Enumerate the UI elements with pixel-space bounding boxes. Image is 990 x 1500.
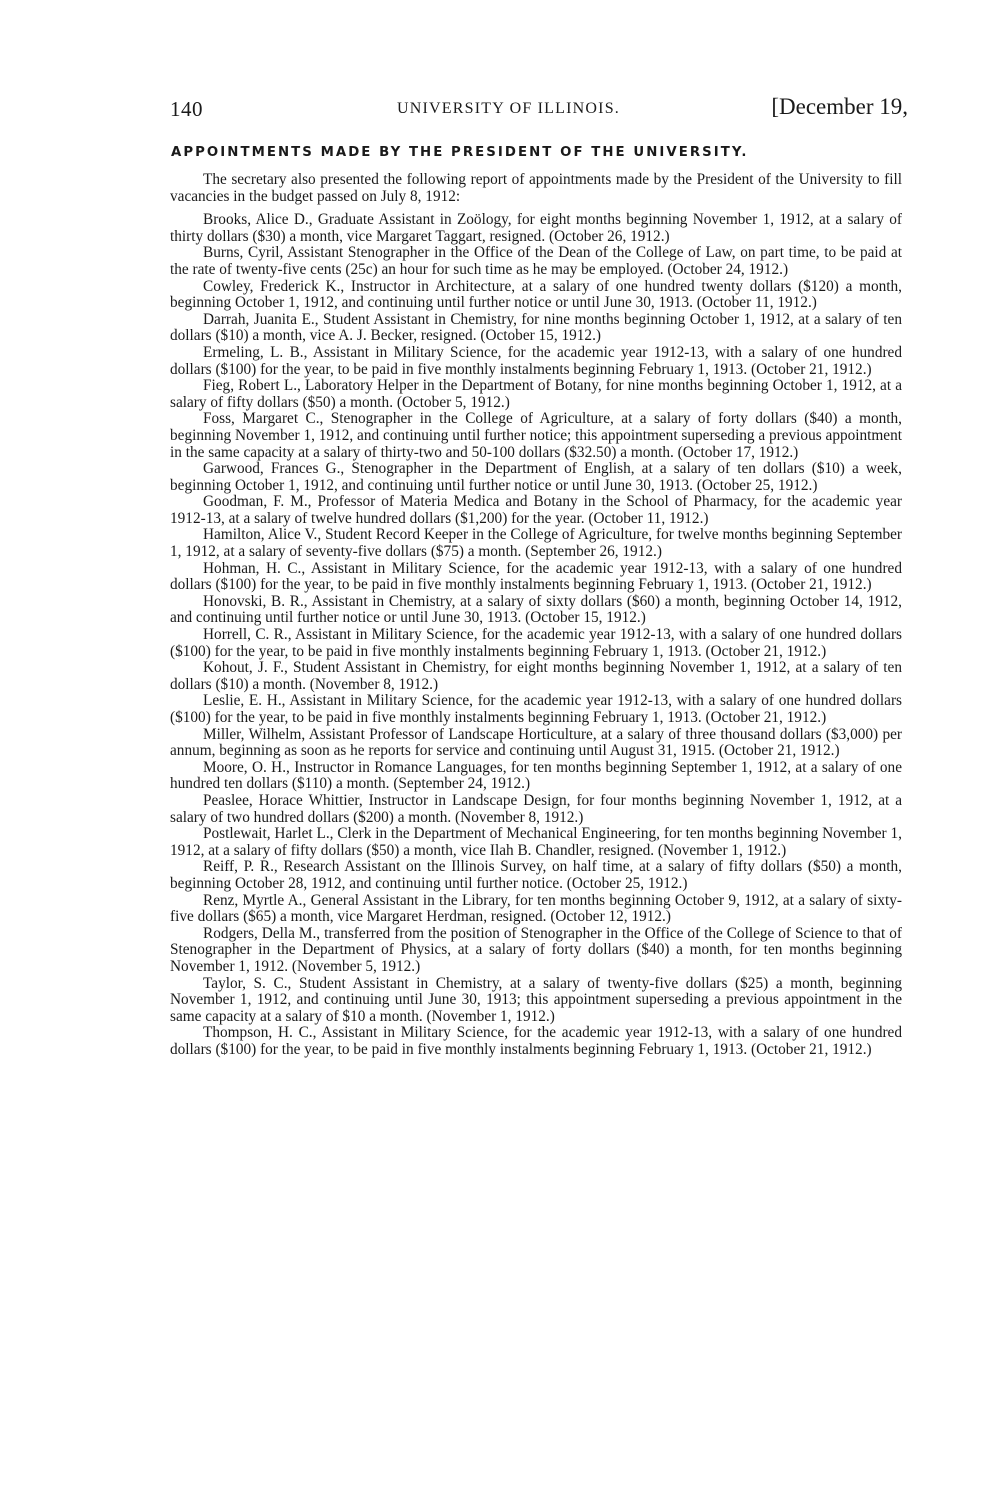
appointment-entry: Moore, O. H., Instructor in Romance Languages, for ten months beginning September 1, 1912, at a salary of one hundred ten dollars ($110) a month. (September 24, 1912.) xyxy=(170,758,902,793)
appointment-entry: Burns, Cyril, Assistant Stenographer in the Office of the Dean of the College of Law, on part time, to be paid at the rate of twenty-five cents (25c) an hour for such time as he may be employed. (October 24, 1912.) xyxy=(170,244,902,278)
appointment-entry: Fieg, Robert L., Laboratory Helper in the Department of Botany, for nine months beginning October 1, 1912, at a salary of fifty dollars ($50) a month. (October 5, 1912.) xyxy=(170,377,902,411)
appointment-entry: Brooks, Alice D., Graduate Assistant in Zoölogy, for eight months beginning November 1, 1912, at a salary of thirty dollars ($30) a month, vice Margaret Taggart, resigned. (October 26, 1912.) xyxy=(170,211,902,245)
appointment-entry: Leslie, E. H., Assistant in Military Science, for the academic year 1912-13, with a salary of one hundred dollars ($100) for the year, to be paid in five monthly instalments beginning February 1, 1913. (October 21, 1912.) xyxy=(170,692,902,726)
appointment-entry: Hohman, H. C., Assistant in Military Science, for the academic year 1912-13, with a salary of one hundred dollars ($100) for the year, to be paid in five monthly instalments beginning February 1, 1913. (October 21, 1912.) xyxy=(170,559,902,594)
appointment-entry: Renz, Myrtle A., General Assistant in the Library, for ten months beginning October 9, 1912, at a salary of sixty-five dollars ($65) a month, vice Margaret Herdman, resigned. (October 12, 1912.) xyxy=(170,891,902,926)
appointment-entry: Darrah, Juanita E., Student Assistant in Chemistry, for nine months beginning October 1, 1912, at a salary of ten dollars ($10) a month, vice A. J. Becker, resigned. (October 15, 1912.) xyxy=(170,310,902,345)
appointment-entry: Thompson, H. C., Assistant in Military Science, for the academic year 1912-13, with a salary of one hundred dollars ($100) for the year, to be paid in five monthly instalments beginning February 1, 1913. (October 21, 1912.) xyxy=(170,1024,902,1058)
appointment-entry: Horrell, C. R., Assistant in Military Science, for the academic year 1912-13, with a salary of one hundred dollars ($100) for the year, to be paid in five monthly instalments beginning February 1, 1913. (October 21, 1912.) xyxy=(170,626,902,660)
appointment-entry: Cowley, Frederick K., Instructor in Architecture, at a salary of one hundred twenty dollars ($120) a month, beginning October 1, 1912, and continuing until further notice or until June 30, 1913. (October 11, 1912.) xyxy=(170,277,902,312)
appointment-entry: Hamilton, Alice V., Student Record Keeper in the College of Agriculture, for twelve months beginning September 1, 1912, at a salary of seventy-five dollars ($75) a month. (September 26, 1912.) xyxy=(170,526,902,561)
appointment-entry: Honovski, B. R., Assistant in Chemistry, at a salary of sixty dollars ($60) a month, beginning October 14, 1912, and continuing until further notice or until June 30, 1913. (October 15, 1912.) xyxy=(170,592,902,627)
appointment-entry: Taylor, S. C., Student Assistant in Chemistry, at a salary of twenty-five dollars ($25) a month, beginning November 1, 1912, and continuing until June 30, 1913; this appointment superseding a previous appointment in the same capacity at a salary of $10 a month. (November 1, 1912.) xyxy=(170,974,902,1025)
appointment-entry: Peaslee, Horace Whittier, Instructor in Landscape Design, for four months beginning November 1, 1912, at a salary of two hundred dollars ($200) a month. (November 8, 1912.) xyxy=(170,791,902,826)
appointment-entry: Foss, Margaret C., Stenographer in the College of Agriculture, at a salary of forty dollars ($40) a month, beginning November 1, 1912, and continuing until further notice; this appointment superseding a previous appointment in the same capacity at a salary of thirty-two and 50-100 dollars ($32.50) a month. (October 17, 1912.) xyxy=(170,410,902,461)
appointment-entry: Ermeling, L. B., Assistant in Military Science, for the academic year 1912-13, with a salary of one hundred dollars ($100) for the year, to be paid in five monthly instalments beginning February 1, 1913. (October 21, 1912.) xyxy=(170,343,902,378)
appointment-entry: Miller, Wilhelm, Assistant Professor of Landscape Horticulture, at a salary of three thousand dollars ($3,000) per annum, beginning as soon as he reports for service and continuing until August 31, 1915. (October 21, 1912.) xyxy=(170,725,902,760)
appointment-entry: Goodman, F. M., Professor of Materia Medica and Botany in the School of Pharmacy, for the academic year 1912-13, at a salary of twelve hundred dollars ($1,200) for the year. (October 11, 1912.) xyxy=(170,493,902,527)
section-heading: APPOINTMENTS MADE BY THE PRESIDENT OF THE UNIVERSITY. xyxy=(171,145,749,160)
appointment-entry: Kohout, J. F., Student Assistant in Chemistry, for eight months beginning November 1, 1912, at a salary of ten dollars ($10) a month. (November 8, 1912.) xyxy=(170,659,902,693)
page-number: 140 xyxy=(170,97,203,121)
intro-paragraph: The secretary also presented the following report of appointments made by the President of the University to fill vacancies in the budget passed on July 8, 1912: xyxy=(170,171,902,205)
appointment-entry: Garwood, Frances G., Stenographer in the Department of English, at a salary of ten dollars ($10) a week, beginning October 1, 1912, and continuing until further notice or until June 30, 1913. (October 25, 1912.) xyxy=(170,460,902,494)
page-date: [December 19, xyxy=(771,94,908,119)
body-text xyxy=(170,172,902,1058)
appointment-entry: Reiff, P. R., Research Assistant on the Illinois Survey, on half time, at a salary of fifty dollars ($50) a month, beginning October 28, 1912, and continuing until further notice. (October 25, 1912.) xyxy=(170,858,902,892)
appointment-entry: Postlewait, Harlet L., Clerk in the Department of Mechanical Engineering, for ten months beginning November 1, 1912, at a salary of fifty dollars ($50) a month, vice Ilah B. Chandler, resigned. (November 1, 1912.) xyxy=(170,825,902,859)
running-title: UNIVERSITY OF ILLINOIS. xyxy=(397,100,620,117)
appointment-entry: Rodgers, Della M., transferred from the position of Stenographer in the Office of the College of Science to that of Stenographer in the Department of Physics, at a salary of forty dollars ($40) a month, for ten months beginning November 1, 1912. (November 5, 1912.) xyxy=(170,924,902,975)
